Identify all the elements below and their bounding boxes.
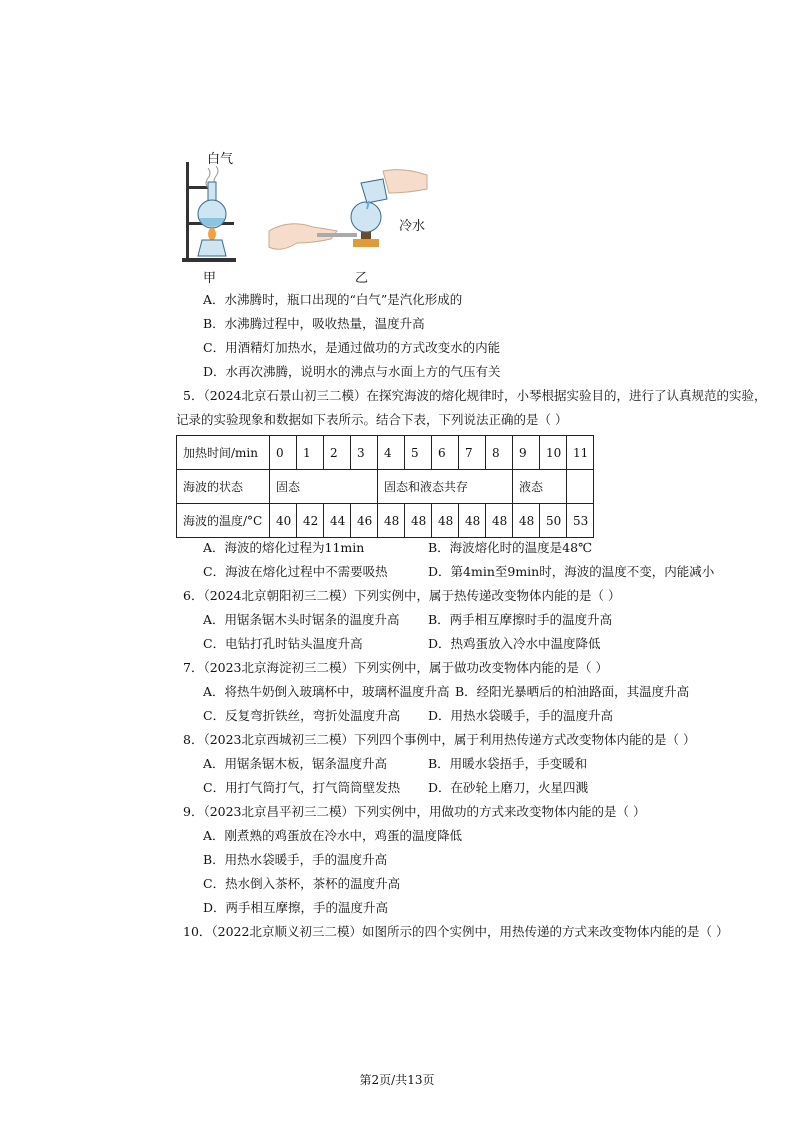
q6-stem: 6．（2024北京朝阳初三二模）下列实例中，属于热传递改变物体内能的是（ ） [183, 588, 621, 603]
figure-label-lengshui: 冷水 [399, 219, 426, 234]
figure-label-baiqi: 白气 [207, 152, 234, 167]
table-cell: 48 [432, 504, 459, 538]
table-cell: 42 [297, 504, 324, 538]
page-number-footer: 第2页/共13页 [359, 1073, 435, 1087]
table-cell: 4 [378, 436, 405, 470]
q8-stem: 8．（2023北京西城初三二模）下列四个事例中，属于利用热传递方式改变物体内能的是（ ） [183, 732, 696, 747]
table-cell: 2 [324, 436, 351, 470]
table-cell: 6 [432, 436, 459, 470]
flask-heating-figure-jia [180, 158, 255, 268]
q6-option-d: D．热鸡蛋放入冷水中温度降低 [428, 636, 601, 651]
q10-stem: 10．（2022北京顺义初三二模）如图所示的四个实例中，用热传递的方式来改变物体内能的是（ ） [183, 924, 729, 939]
q4-option-b: B．水沸腾过程中，吸收热量，温度升高 [203, 316, 425, 331]
table-cell-empty [567, 470, 594, 504]
q8-option-d: D．在砂轮上磨刀，火星四溅 [428, 780, 589, 795]
table-cell: 11 [567, 436, 594, 470]
q7-option-d: D．用热水袋暖手，手的温度升高 [428, 708, 614, 723]
table-cell: 46 [351, 504, 378, 538]
table-cell: 48 [378, 504, 405, 538]
figure-label-jia: 甲 [203, 271, 217, 286]
q6-option-c: C．电钻打孔时钻头温度升高 [203, 636, 363, 651]
table-cell: 40 [270, 504, 297, 538]
q5-option-c: C．海波在熔化过程中不需要吸热 [203, 564, 388, 579]
table-cell: 1 [297, 436, 324, 470]
q9-option-a: A．刚煮熟的鸡蛋放在冷水中，鸡蛋的温度降低 [203, 828, 463, 843]
q7-stem: 7．（2023北京海淀初三二模）下列实例中，属于做功改变物体内能的是（ ） [183, 660, 608, 675]
q7-option-c: C．反复弯折铁丝，弯折处温度升高 [203, 708, 401, 723]
q9-option-c: C．热水倒入茶杯，茶杯的温度升高 [203, 876, 401, 891]
table-cell: 48 [513, 504, 540, 538]
q7-option-b: B．经阳光暴晒后的柏油路面，其温度升高 [455, 684, 690, 699]
table-cell: 48 [486, 504, 513, 538]
q8-option-c: C．用打气筒打气，打气筒筒壁发热 [203, 780, 401, 795]
q4-option-c: C．用酒精灯加热水，是通过做功的方式改变水的内能 [203, 340, 501, 355]
table-row-time [177, 436, 594, 470]
q5-stem-line2: 记录的实验现象和数据如下表所示。结合下表，下列说法正确的是（ ） [176, 412, 568, 427]
q4-option-a: A．水沸腾时，瓶口出现的“白气”是汽化形成的 [203, 292, 463, 307]
table-cell: 48 [405, 504, 432, 538]
table-header-time: 加热时间/min [177, 436, 270, 470]
q5-option-b: B．海波熔化时的温度是48℃ [428, 540, 593, 555]
figure-label-yi: 乙 [355, 271, 369, 286]
flask-cold-water-figure-yi [265, 163, 435, 263]
table-cell: 5 [405, 436, 432, 470]
q9-stem: 9．（2023北京昌平初三二模）下列实例中，用做功的方式来改变物体内能的是（ ） [183, 804, 646, 819]
table-cell: 7 [459, 436, 486, 470]
q6-option-a: A．用锯条锯木头时锯条的温度升高 [203, 612, 400, 627]
melting-data-table [176, 435, 594, 538]
q8-option-b: B．用暖水袋捂手，手变暖和 [428, 756, 588, 771]
q5-option-a: A．海波的熔化过程为11min [203, 540, 365, 555]
q4-option-d: D．水再次沸腾，说明水的沸点与水面上方的气压有关 [203, 364, 501, 379]
table-cell: 8 [486, 436, 513, 470]
q9-option-b: B．用热水袋暖手，手的温度升高 [203, 852, 388, 867]
table-cell: 0 [270, 436, 297, 470]
q9-option-d: D．两手相互摩擦，手的温度升高 [203, 900, 389, 915]
table-cell-liquid: 液态 [513, 470, 567, 504]
table-cell: 48 [459, 504, 486, 538]
q8-option-a: A．用锯条锯木板，锯条温度升高 [203, 756, 388, 771]
table-row-state [177, 470, 594, 504]
table-header-state: 海波的状态 [177, 470, 270, 504]
table-cell-mixed: 固态和液态共存 [378, 470, 513, 504]
table-header-temp: 海波的温度/°C [177, 504, 270, 538]
table-cell: 9 [513, 436, 540, 470]
table-cell: 10 [540, 436, 567, 470]
q5-option-d: D．第4min至9min时，海波的温度不变，内能减小 [428, 564, 715, 579]
table-row-temp [177, 504, 594, 538]
table-cell: 44 [324, 504, 351, 538]
table-cell-solid: 固态 [270, 470, 378, 504]
table-cell: 50 [540, 504, 567, 538]
q5-stem-line1: 5．（2024北京石景山初三二模）在探究海波的熔化规律时，小琴根据实验目的，进行了认真规范的实验， [183, 388, 767, 403]
table-cell: 53 [567, 504, 594, 538]
q6-option-b: B．两手相互摩擦时手的温度升高 [428, 612, 613, 627]
table-cell: 3 [351, 436, 378, 470]
q7-option-a: A．将热牛奶倒入玻璃杯中，玻璃杯温度升高 [203, 684, 450, 699]
